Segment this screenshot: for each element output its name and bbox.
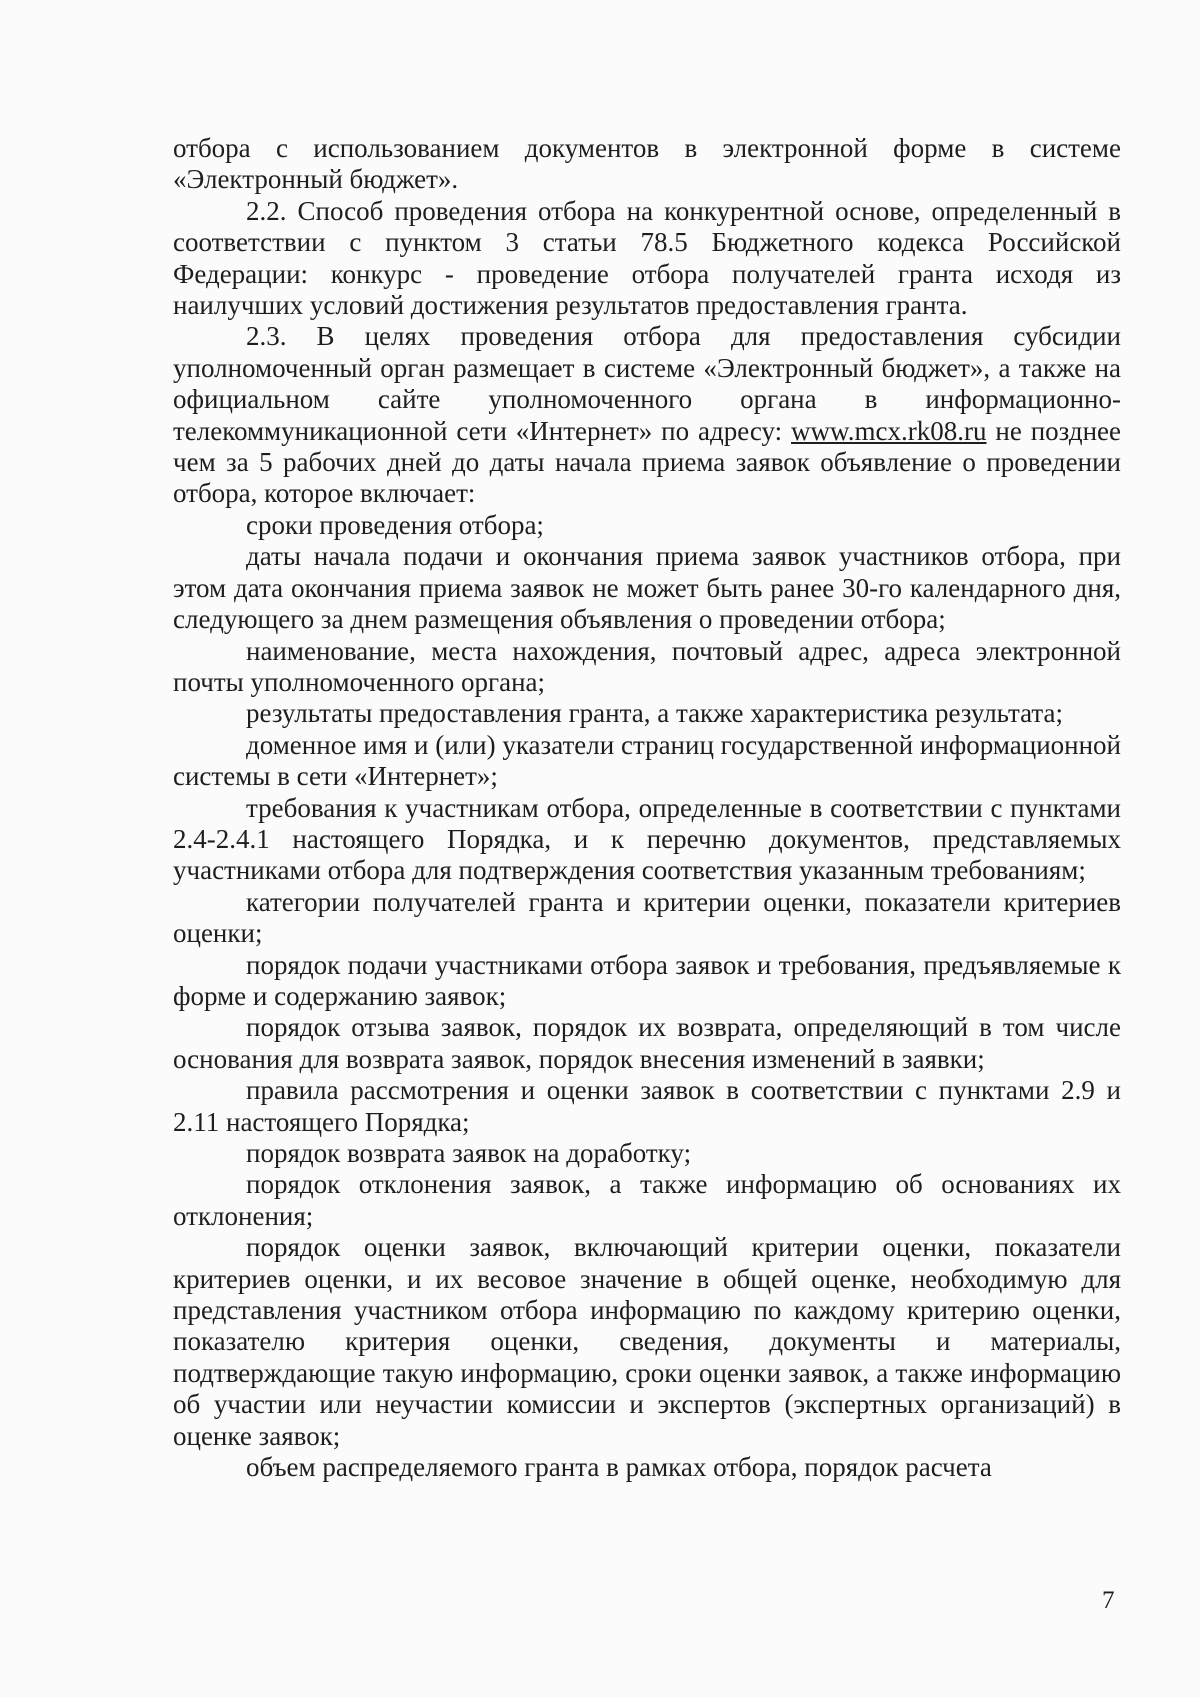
- list-item-requirements: требования к участникам отбора, определенные в соответствии с пунктами 2.4-2.4.1 настоящего Порядка, и к перечню документов, представляемых участниками отбора для подтверждения соответствия указанным требованиям;: [173, 792, 1121, 886]
- list-item-evaluation: порядок оценки заявок, включающий критерии оценки, показатели критериев оценки, и их весовое значение в общей оценке, необходимую для представления участником отбора информацию по каждому критерию оценки, показателю критерия оценки, сведения, документы и материалы, подтверждающие такую информацию, сроки оценки заявок, а также информацию об участии или неучастии комиссии и экспертов (экспертных организаций) в оценке заявок;: [173, 1232, 1121, 1451]
- list-item-name-address: наименование, места нахождения, почтовый адрес, адреса электронной почты уполномоченного органа;: [173, 635, 1121, 697]
- website-link[interactable]: www.mcx.rk08.ru: [791, 415, 987, 446]
- document-body: [173, 133, 1121, 1483]
- paragraph-2-3-text-before: 2.3. В целях проведения отбора для предоставления субсидии уполномоченный орган размещает в системе «Электронный бюджет», а также на официальном сайте уполномоченного органа в информационно-телекоммуникационной сети «Интернет» по адресу:: [173, 321, 1121, 446]
- list-item-rejection: порядок отклонения заявок, а также информацию об основаниях их отклонения;: [173, 1169, 1121, 1231]
- paragraph-2-3-text-after: не позднее чем за 5 рабочих дней до даты начала приема заявок объявление о проведении отбора, которое включает:: [173, 415, 1122, 509]
- paragraph-2-3: [173, 321, 1121, 509]
- list-item-dates: даты начала подачи и окончания приема заявок участников отбора, при этом дата окончания приема заявок не может быть ранее 30-го календарного дня, следующего за днем размещения объявления о проведении отбора;: [173, 541, 1121, 635]
- list-item-results: результаты предоставления гранта, а также характеристика результата;: [246, 698, 1064, 729]
- list-item-withdrawal: порядок отзыва заявок, порядок их возврата, определяющий в том числе основания для возврата заявок, порядок внесения изменений в заявки;: [173, 1012, 1121, 1074]
- list-item-domain: доменное имя и (или) указатели страниц государственной информационной системы в сети «Интернет»;: [173, 729, 1121, 792]
- list-item-review-rules: правила рассмотрения и оценки заявок в соответствии с пунктами 2.9 и 2.11 настоящего Порядка;: [173, 1075, 1121, 1137]
- page-number: 7: [1102, 1587, 1115, 1614]
- paragraph-continuation: отбора с использованием документов в электронной форме в системе «Электронный бюджет».: [173, 133, 1121, 195]
- paragraph-2-2: 2.2. Способ проведения отбора на конкурентной основе, определенный в соответствии с пунктом 3 статьи 78.5 Бюджетного кодекса Российской Федерации: конкурс - проведение отбора получателей гранта исходя из наилучших условий достижения результатов предоставления гранта.: [173, 195, 1121, 321]
- list-item-categories: категории получателей гранта и критерии оценки, показатели критериев оценки;: [173, 886, 1121, 949]
- list-item-deadlines: сроки проведения отбора;: [246, 509, 544, 540]
- list-item-submission: порядок подачи участниками отбора заявок и требования, предъявляемые к форме и содержанию заявок;: [173, 949, 1121, 1011]
- list-item-return: порядок возврата заявок на доработку;: [246, 1138, 692, 1168]
- list-item-volume: объем распределяемого гранта в рамках отбора, порядок расчета: [246, 1452, 992, 1483]
